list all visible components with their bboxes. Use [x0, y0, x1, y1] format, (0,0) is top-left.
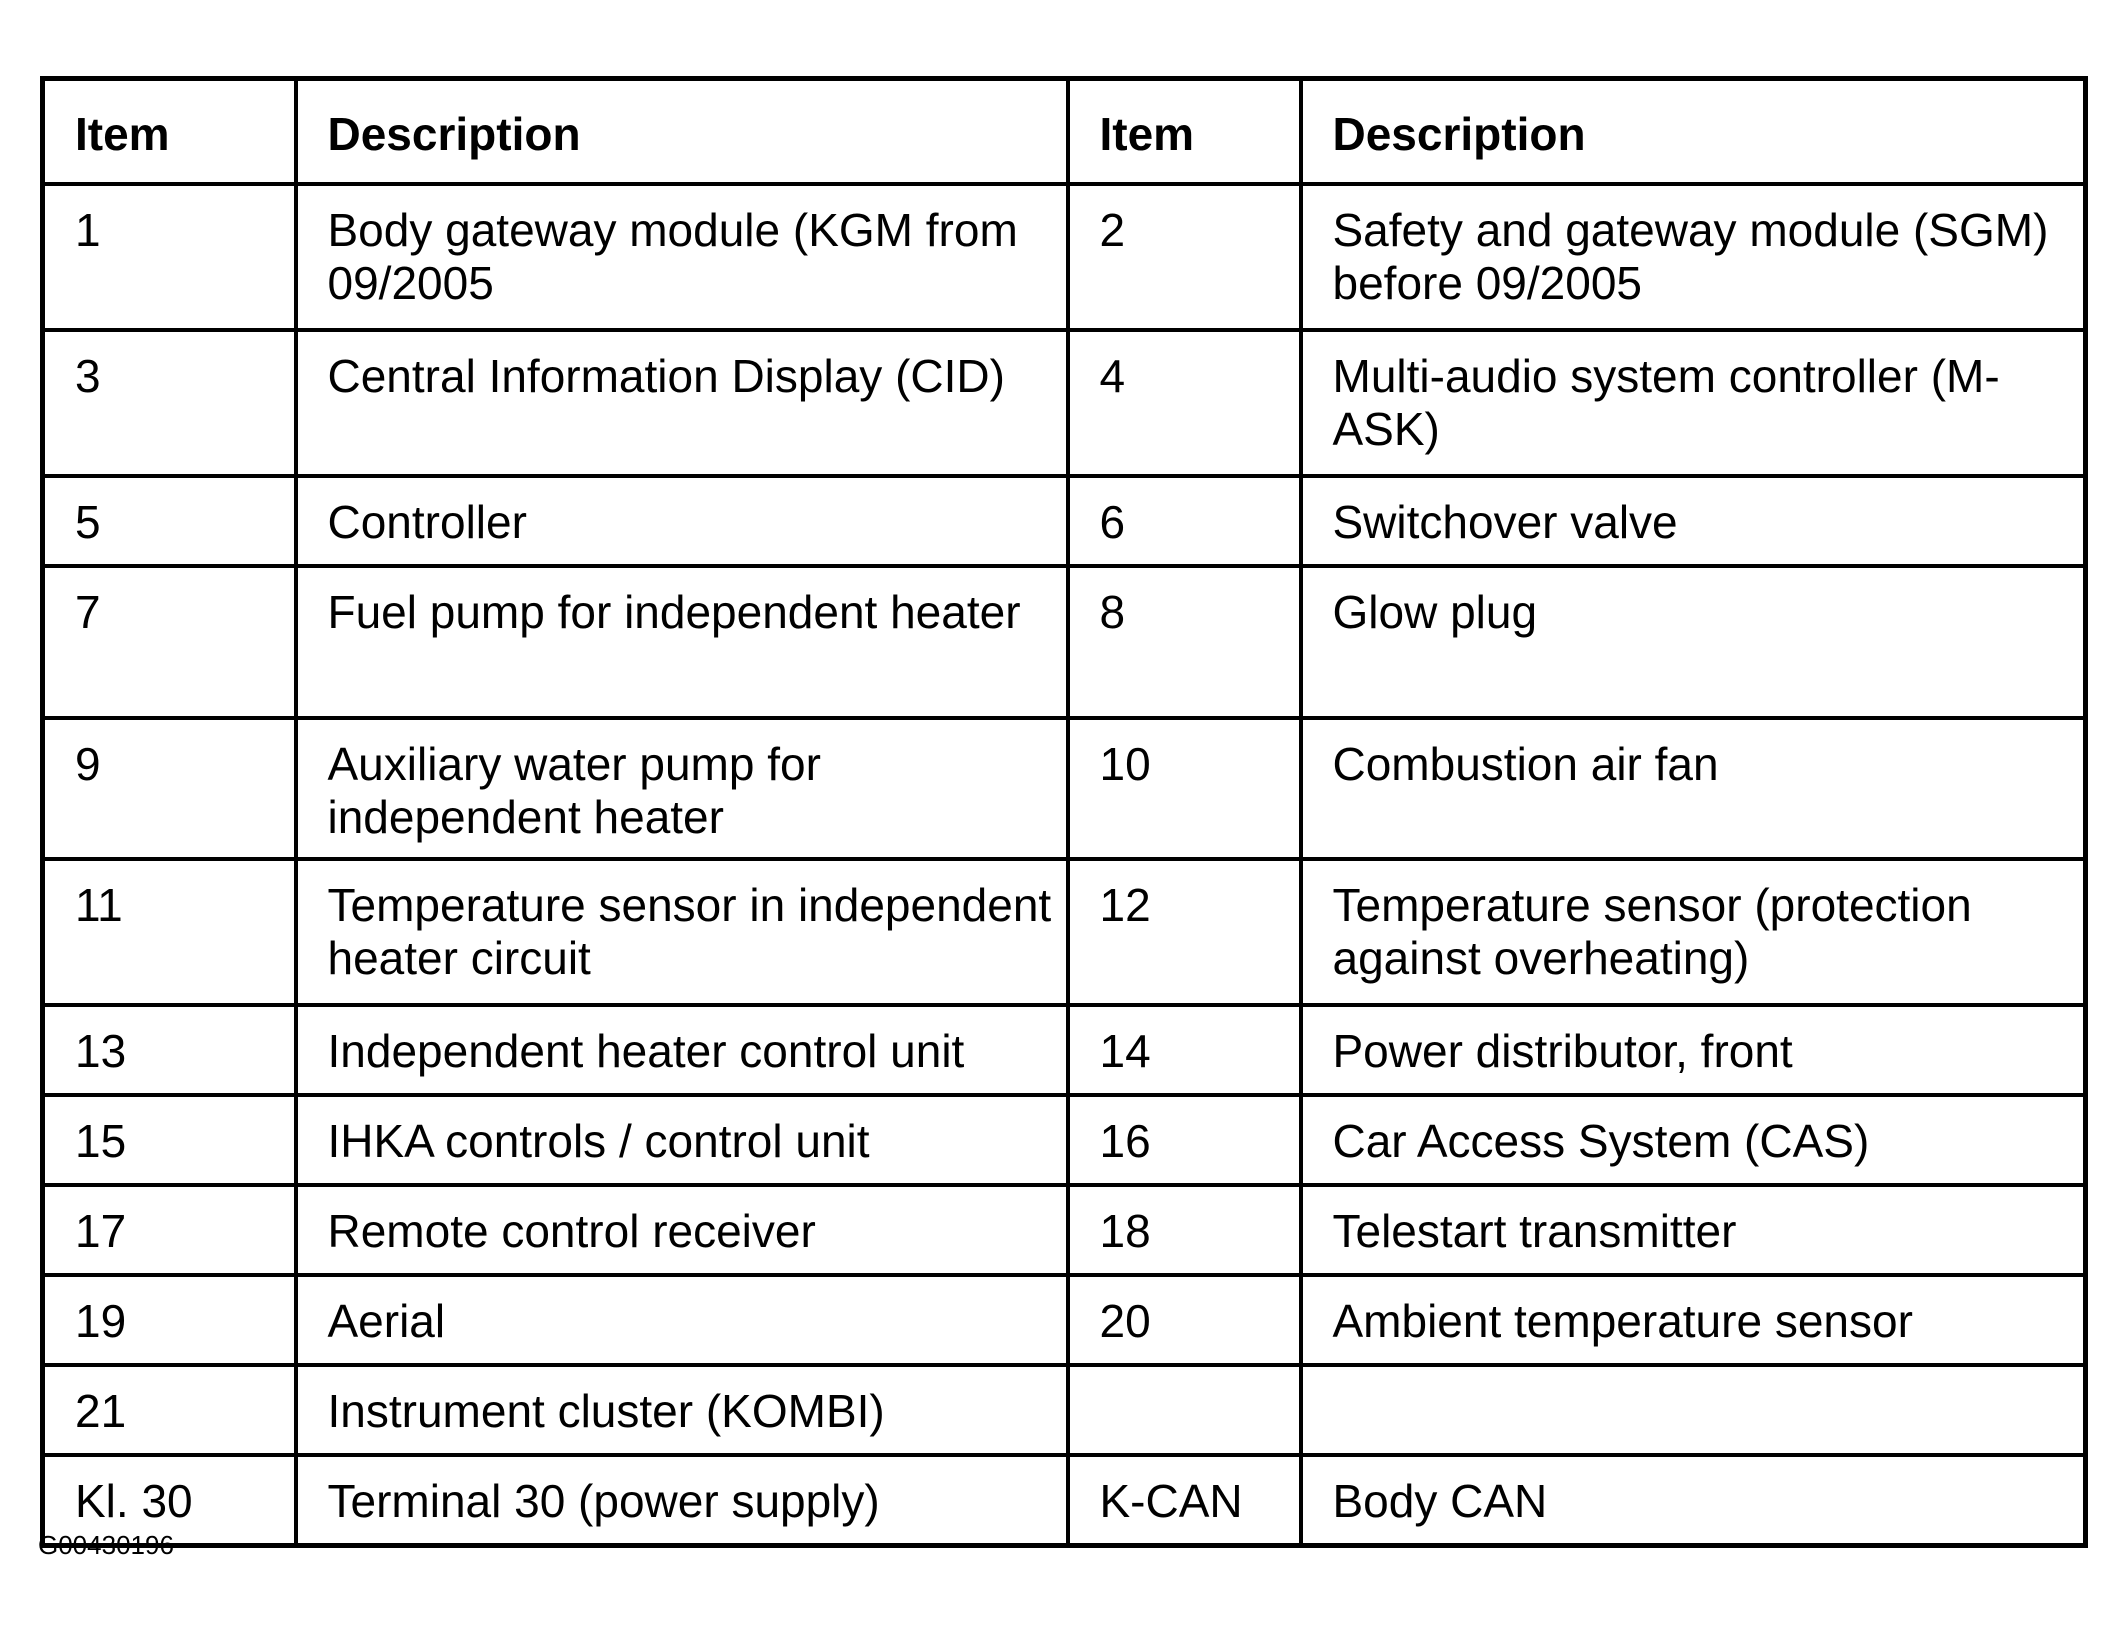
- item-description: Terminal 30 (power supply): [296, 1455, 1068, 1546]
- item-description: Combustion air fan: [1301, 718, 2086, 859]
- table-row: [43, 1275, 2086, 1365]
- item-description: [1301, 1365, 2086, 1455]
- header-item-1: Item: [43, 79, 296, 185]
- table-row: [43, 476, 2086, 566]
- item-description: Temperature sensor (protection against overheating): [1301, 859, 2086, 1005]
- header-row: [43, 79, 2086, 185]
- item-number: 5: [43, 476, 296, 566]
- table-row: [43, 1095, 2086, 1185]
- item-number: 10: [1068, 718, 1301, 859]
- item-description: Central Information Display (CID): [296, 330, 1068, 476]
- header-description-1: Description: [296, 79, 1068, 185]
- table-row: [43, 1365, 2086, 1455]
- item-description: Ambient temperature sensor: [1301, 1275, 2086, 1365]
- item-number: K-CAN: [1068, 1455, 1301, 1546]
- item-number: 2: [1068, 184, 1301, 330]
- table-row: [43, 1185, 2086, 1275]
- table-row: [43, 566, 2086, 718]
- item-number: 8: [1068, 566, 1301, 718]
- item-number: 19: [43, 1275, 296, 1365]
- table-row: [43, 330, 2086, 476]
- item-number: 11: [43, 859, 296, 1005]
- item-number: 20: [1068, 1275, 1301, 1365]
- item-number: 3: [43, 330, 296, 476]
- item-description: Instrument cluster (KOMBI): [296, 1365, 1068, 1455]
- item-number: 7: [43, 566, 296, 718]
- figure-id: G00430196: [38, 1530, 174, 1560]
- item-number: 1: [43, 184, 296, 330]
- legend-table: [40, 76, 2088, 1548]
- item-number: 6: [1068, 476, 1301, 566]
- item-description: Switchover valve: [1301, 476, 2086, 566]
- item-description: Temperature sensor in independent heater circuit: [296, 859, 1068, 1005]
- item-description: Multi-audio system controller (M-ASK): [1301, 330, 2086, 476]
- table-row: [43, 718, 2086, 859]
- item-number: 12: [1068, 859, 1301, 1005]
- item-description: IHKA controls / control unit: [296, 1095, 1068, 1185]
- item-description: Fuel pump for independent heater: [296, 566, 1068, 718]
- item-description: Car Access System (CAS): [1301, 1095, 2086, 1185]
- item-description: Body CAN: [1301, 1455, 2086, 1546]
- item-description: Power distributor, front: [1301, 1005, 2086, 1095]
- item-number: 4: [1068, 330, 1301, 476]
- item-number: 21: [43, 1365, 296, 1455]
- table-row: [43, 184, 2086, 330]
- item-number: [1068, 1365, 1301, 1455]
- item-description: Controller: [296, 476, 1068, 566]
- header-item-2: Item: [1068, 79, 1301, 185]
- table-row: [43, 1455, 2086, 1546]
- item-description: Independent heater control unit: [296, 1005, 1068, 1095]
- table-row: [43, 859, 2086, 1005]
- item-number: Kl. 30: [43, 1455, 296, 1546]
- item-description: Auxiliary water pump for independent heater: [296, 718, 1068, 859]
- item-number: 16: [1068, 1095, 1301, 1185]
- item-description: Glow plug: [1301, 566, 2086, 718]
- item-number: 14: [1068, 1005, 1301, 1095]
- item-description: Safety and gateway module (SGM) before 09/2005: [1301, 184, 2086, 330]
- table-row: [43, 1005, 2086, 1095]
- item-number: 18: [1068, 1185, 1301, 1275]
- item-number: 13: [43, 1005, 296, 1095]
- item-number: 9: [43, 718, 296, 859]
- item-description: Telestart transmitter: [1301, 1185, 2086, 1275]
- item-number: 17: [43, 1185, 296, 1275]
- item-number: 15: [43, 1095, 296, 1185]
- item-description: Aerial: [296, 1275, 1068, 1365]
- header-description-2: Description: [1301, 79, 2086, 185]
- item-description: Body gateway module (KGM from 09/2005: [296, 184, 1068, 330]
- item-description: Remote control receiver: [296, 1185, 1068, 1275]
